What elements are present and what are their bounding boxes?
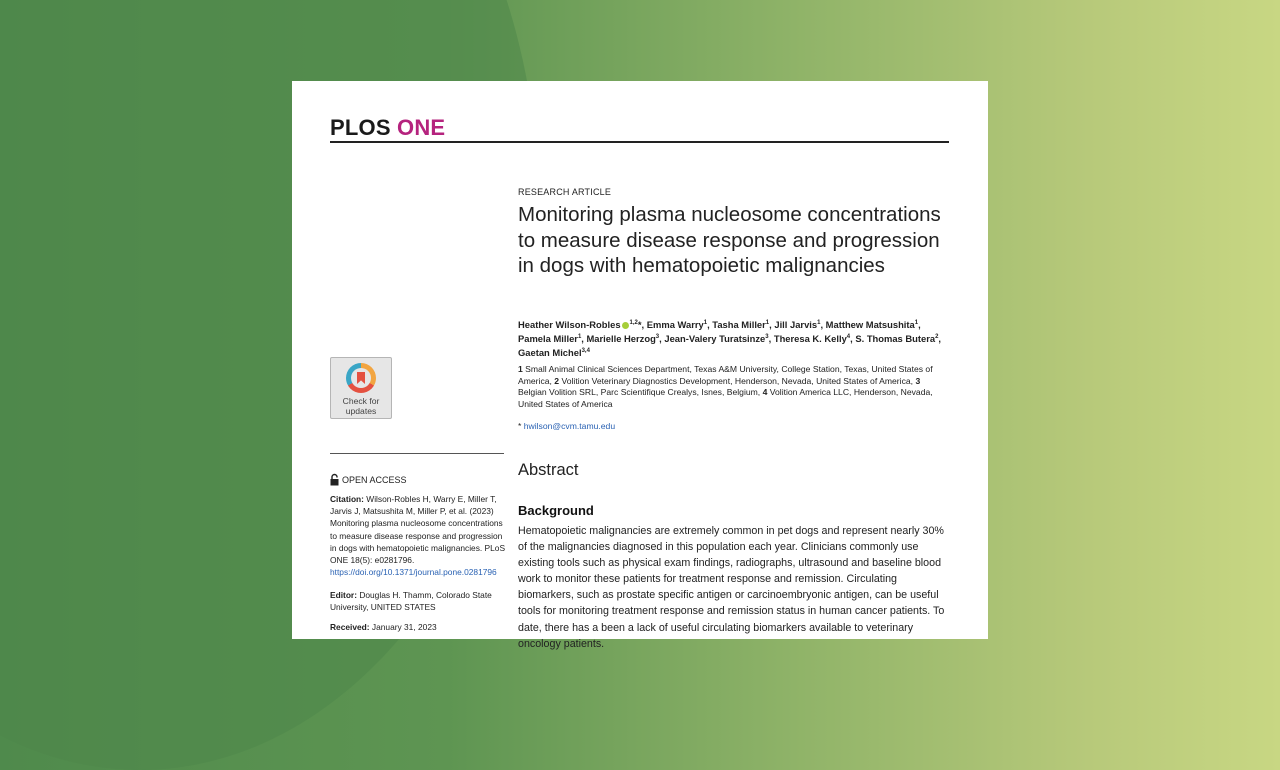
editor-block xyxy=(330,589,506,613)
affiliation-text: Volition America LLC, Henderson, Nevada, United States of America xyxy=(518,387,933,409)
affiliation-number: 3 xyxy=(915,375,921,386)
orcid-icon[interactable] xyxy=(622,322,629,329)
affiliation-text: Small Animal Clinical Sciences Department, Texas A&M University, College Station, Texas, United States of America, xyxy=(518,364,933,386)
author-name: Theresa K. Kelly xyxy=(773,333,847,345)
author-affiliation-sup: 2 xyxy=(935,334,939,341)
citation-text: Wilson-Robles H, Warry E, Miller T, Jarvis J, Matsushita M, Miller P, et al. (2023) Monitoring plasma nucleosome concentrations to measure disease response and progression in dogs with hematopoietic malignancies. PLoS ONE 18(5): e0281796. xyxy=(330,494,506,566)
author-name: Emma Warry xyxy=(646,319,704,331)
paper-page xyxy=(292,81,988,650)
author-affiliation-sup: 3 xyxy=(765,334,769,341)
article-type: RESEARCH ARTICLE xyxy=(518,187,612,197)
citation-doi-link[interactable]: https://doi.org/10.1371/journal.pone.0281796 xyxy=(330,567,497,578)
editor-text: Douglas H. Thamm, Colorado State University, UNITED STATES xyxy=(330,590,492,613)
received-block xyxy=(330,621,506,633)
author-affiliation-sup: 3 xyxy=(655,334,660,341)
author-affiliation-sup: 1 xyxy=(765,320,770,326)
affiliations xyxy=(518,364,948,410)
author-name: Heather Wilson-Robles xyxy=(518,319,621,331)
journal-name-plos: PLOS xyxy=(330,115,391,140)
editor-label: Editor: xyxy=(330,590,357,600)
author-affiliation-sup: 4 xyxy=(846,334,851,341)
corresponding-email xyxy=(518,421,615,431)
author-list: Heather Wilson-Robles $^{1,2}$*, Emma Warry$^1$, Tasha Miller$^1$, Jill Jarvis$^1$, Matthew Matsushita$^1$, Pamela Miller$^1$, Marielle Herzog$^3$, Jean-Valery Turatsinze$^3$, Theresa K. Kelly$^4$, S. Thomas Butera$^2$, Gaetan Michel$^{3,4}$ xyxy=(518,319,942,359)
citation-block xyxy=(330,493,506,578)
citation-label: Citation: xyxy=(330,494,364,504)
corresponding-marker: * xyxy=(518,421,522,431)
affiliation-number: 4 xyxy=(762,387,768,398)
author-name: Tasha Miller xyxy=(712,319,766,331)
affiliation-number: 2 xyxy=(554,375,560,386)
article-title: Monitoring plasma nucleosome concentrations to measure disease response and progression in dogs with hematopoietic malignancies xyxy=(518,203,941,278)
sidebar-rule xyxy=(330,453,504,454)
author-name: Jill Jarvis xyxy=(774,319,818,331)
author-name: S. Thomas Butera xyxy=(855,333,936,345)
crossmark-icon xyxy=(346,363,376,393)
open-access-text: OPEN ACCESS xyxy=(342,475,407,485)
affiliation-number: 1 xyxy=(518,364,523,374)
open-access-label xyxy=(330,474,407,486)
journal-logo xyxy=(330,115,445,141)
journal-name-one: ONE xyxy=(397,115,446,140)
author-name: Gaetan Michel xyxy=(518,347,582,359)
check-for-updates-badge[interactable] xyxy=(330,357,392,419)
header-rule xyxy=(330,141,949,143)
background-paragraph: Hematopoietic malignancies are extremely common in pet dogs and represent nearly 30% of the malignancies diagnosed in this population each year. Clinicians commonly use existing tools such as physical exam findings, radiographs, ultrasound and baseline blood work to monitor these patients for treatment response and remission. Circulating biomarkers, such as prostate specific antigen or carcinoembryonic antigen, can be useful tools for monitoring treatment response and remission status in human cancer patients. To date, there has a been a lack of useful circulating biomarkers available to veterinary oncology patients. xyxy=(518,525,945,650)
corresponding-star: * xyxy=(637,319,642,331)
received-text: January 31, 2023 xyxy=(371,622,437,632)
affiliation-text: Belgian Volition SRL, Parc Scientifique Crealys, Isnes, Belgium, xyxy=(518,387,763,398)
received-label: Received: xyxy=(330,622,370,632)
author-affiliation-sup: 1 xyxy=(577,334,582,341)
author-affiliation-sup: 1 xyxy=(703,320,708,326)
author-name: Pamela Miller xyxy=(518,333,578,345)
author-affiliation-sup: 1 xyxy=(817,320,821,326)
author-name: Jean-Valery Turatsinze xyxy=(664,333,766,345)
badge-label: Check for updates xyxy=(342,396,380,416)
open-lock-icon xyxy=(330,474,339,486)
author-affiliation-sup: 3,4 xyxy=(581,348,590,355)
author-name: Marielle Herzog xyxy=(586,333,656,345)
abstract-heading: Abstract xyxy=(518,461,579,479)
author-name: Matthew Matsushita xyxy=(825,319,915,331)
author-affiliation-sup: 1 xyxy=(914,320,919,326)
author-affiliation-sup: 1,2 xyxy=(629,320,638,326)
email-link[interactable]: hwilson@cvm.tamu.edu xyxy=(523,421,616,431)
background-heading: Background xyxy=(518,503,594,518)
affiliation-text: Volition Veterinary Diagnostics Development, Henderson, Nevada, United States of America, xyxy=(559,375,916,386)
